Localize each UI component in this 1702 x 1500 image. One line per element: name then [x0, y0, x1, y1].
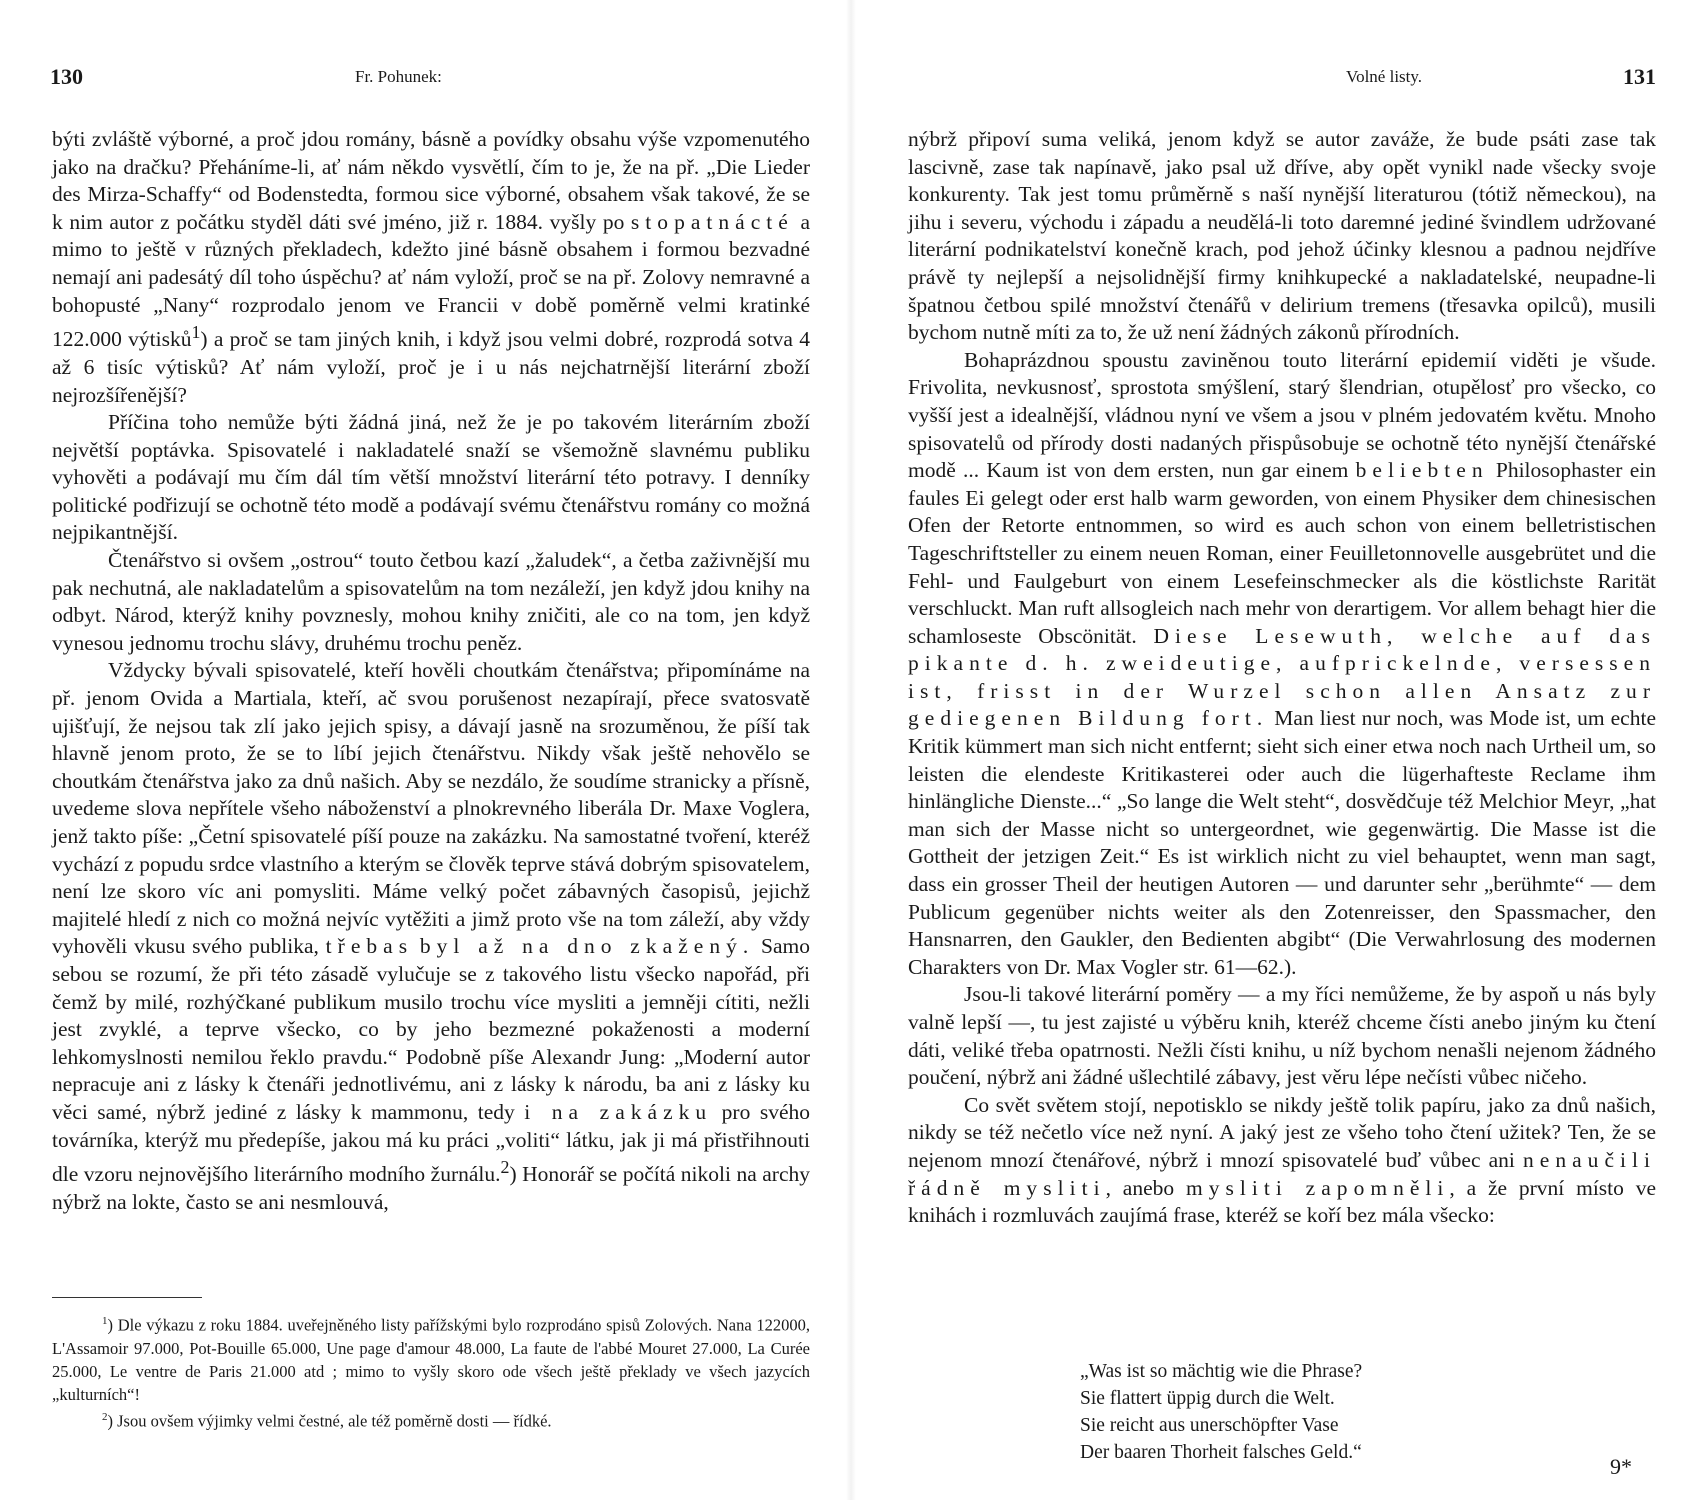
text-run: Man liest nur noch, was Mode ist, um echte Kritik kümmert man sich nicht entfernt; sieht sich einer etwa noch nach Urtheil um, so leisten die elendeste Kritikasterei oder auch die lügerhafteste Reclame ihm hinlängliche Dienste...“ „So lange die Welt steht“, dosvědčuje též Melchior Meyr, „hat man sich der Masse nicht so untergeordnet, wie gegenwärtig. Die Masse ist die Gottheit der jetzigen Zeit.“ Es ist wirklich nicht zu viel behauptet, wenn man sagt, dass ein grosser Theil der heutigen Autoren — und darunter sehr „berühmte“ — dem Publicum gegenüber nichts weiter als den Zotenreisser, den Spassmacher, den Hansnarren, den Gaukler, den Bedienten abgibt“ (Die Verwahrlosung des modernen Charakters von Dr. Max Vogler str. 61—62.).: [908, 706, 1656, 979]
paragraph: nýbrž připoví suma veliká, jenom když se autor zaváže, že bude psáti zase tak lascivně, zase tak napínavě, jako psal už dříve, aby opět vynikl nade všecky svoje konkurenty. Tak jest tomu průměrně s naší nynější literaturou (tótiž německou), na jihu i severu, východu i západu a neudělá-li toto daremné jediné švindlem udržované literární podnikatelství konečně krach, pod jehož účinky klesnou a padnou nejdříve právě ty nejlepší a nejsolidnější firmy knihkupecké a nakladatelské, neupadne-li špatnou četbou spilé množství čtenářů v delirium tremens (třesavka opilců), musili bychom nutně míti za to, že už není žádných zákonů přírodních.: [908, 127, 1656, 345]
left-body-text: [52, 126, 810, 1216]
right-page: [851, 0, 1702, 1500]
text-run: pro svého továrníka, kterýž mu předepíše, jakou má ku práci „voliti“ látku, jak ji má přistřihnouti dle vzoru nejnovějšího literárního modního žurnálu.: [52, 1099, 810, 1187]
footnote-text: ) Dle výkazu z roku 1884. uveřejněného listy pařížskými bylo rozprodáno spisů Zolových. Nana 122000, L'Assamoir 97.000, Pot-Bouille 65.000, Une page d'amour 48.000, La faute de l'abbé Mouret 27.000, La Curée 25.000, Le ventre de Paris 21.000 atd ; mimo to vyšly skoro ode všech ještě překlady ve všech jazycích „kulturních“!: [52, 1315, 810, 1404]
text-run: Vždycky bývali spisovatelé, kteří hověli choutkám čtenářstva; připomínáme na př. jenom Ovida a Martiala, kteří, ač svou porušenost nezapírají, přece svatosvatě ujišťují, že nejsou tak zlí jako jejich spisy, a dávají jasně na srozuměnou, že píší tak hlavně jenom proto, že se to líbí jejich čtenářstvu. Nikdy však ještě nehovělo se choutkám čtenářstva jako za dnů našich. Aby se nezdálo, že soudíme stranicky a přísně, uvedeme slova nepřítele všeho náboženství a plnokrevného liberála Dr. Maxe Voglera, jenž takto píše: „Četní spisovatelé píší pouze na zakázku. Na samostatné tvoření, kteréž vychází z popudu srdce vlastního a kterým se člověk teprve stává dobrým spisovatelem, není lze skoro víc ani pomysliti. Máme velký počet zábavných časopisů, jejichž majitelé hledí z nich co možná nejvíc vytěžiti a jimž proto vše na tom záleží, aby vždy vyhověli vkusu svého publika,: [52, 658, 810, 959]
spaced-emphasis: mysliti zapomněli: [1185, 1175, 1450, 1200]
right-page-number: 131: [1623, 64, 1656, 89]
text-run: býti zvláště výborné, a proč jdou romány, básně a povídky obsahu výše vzpomenutého jako na dračku? Přeháníme-li, ať nám někdo vysvětlí, čím to je, že na př. „Die Lieder des Mirza-Schaffy“ od Bodenstedta, formou sice výborné, obsahem však takové, že se k nim autor z počátku styděl dáti své jméno, již r. 1884. vyšly po: [52, 127, 810, 234]
spaced-emphasis: byl až na dno zkažený.: [419, 934, 755, 959]
text-run: Co svět světem stojí, nepotisklo se nikdy ještě tolik papíru, jako za dnů našich, nikdy se též nečetlo více než nyní. A jaký jest ze všeho toho čtení užitek? Ten, že se nejenom mnozí čtenářové, nýbrž i mnozí spisovatelé buď vůbec ani: [908, 1092, 1656, 1172]
signature-mark: 9*: [1610, 1454, 1632, 1479]
footnote-ref[interactable]: 2: [500, 1157, 510, 1178]
spaced-emphasis: Diese Lesewuth, welche auf das pikante d. h. zweideutige, aufprickelnde, versessen ist, frisst in der Wurzel schon allen Ansatz zur gediegenen Bildung fort.: [908, 623, 1656, 731]
poem-quote: [1080, 1358, 1362, 1466]
footnotes: [52, 1310, 810, 1432]
footnote-mark: 1: [102, 1315, 108, 1327]
text-run: , anebo: [1105, 1175, 1186, 1200]
footnote-text: ) Jsou ovšem výjimky velmi čestné, ale též poměrně dosti — řídké.: [107, 1411, 552, 1430]
paragraph: Čtenářstvo si ovšem „ostrou“ touto četbou kazí „žaludek“, a četba zaživnější mu pak nechutná, ale nakladatelům a spisovatelům na tom nezáleží, jen když jdou knihy na odbyt. Národ, kterýž knihy povznesly, mohou knihy zničiti, ale co na tom, jen když vynesou jednomu trochu slávy, druhému trochu peněz.: [52, 548, 810, 655]
poem-line: Der baaren Thorheit falsches Geld.“: [1080, 1442, 1362, 1463]
footnote-rule: [52, 1297, 202, 1298]
left-page-number: 130: [50, 64, 83, 89]
spaced-emphasis: třebas: [325, 934, 414, 959]
text-run: ) a proč se tam jiných knih, i když jsou velmi dobré, rozprodá sotva 4 až 6 tisíc výtisků? Ať nám vyloží, proč je i u nás nejchatrnější literární zboží nejrozšířenější?: [52, 327, 810, 407]
poem-line: Sie reicht aus unerschöpfter Vase: [1080, 1415, 1339, 1436]
paragraph: Příčina toho nemůže býti žádná jiná, než že je po takovém literárním zboží největší poptávka. Spisovatelé i nakladatelé snaží se všemožně slavnému publiku vyhověti a podávají mu čím dál tím větší množství literární této potravy. I denníky politické podřizují se ochotně této modě a podávají svému čtenářstvu romány co možná nejpikantnější.: [52, 410, 810, 545]
text-run: Samo sebou se rozumí, že při této zásadě vylučuje se z takového listu všecko napořád, při čemž by milé, rozhýčkané publikum musilo trochu více mysliti a jemněji cítiti, nežli jest zvyklé, a teprve všecko, co by jeho bezmezné pokaženosti a moderní lehkomyslnosti nemilou řeklo pravdu.“ Podobně píše Alexandr Jung: „Moderní autor nepracuje ani z lásky k čtenáři jednotlivému, ani z lásky k národu, ba ani z lásky ku věci samé, nýbrž jediné z lásky k mammonu, tedy: [52, 934, 811, 1124]
text-run: Bohaprázdnou spoustu zaviněnou touto literární epidemií viděti je všude. Frivolita, nevkusnosť, sprostota smýšlení, starý šlendrian, otupělosť pro všecko, co vyšší jest a idealnější, vládnou nyní ve všem a jsou v plném jedovatém květu. Mnoho spisovatelů od přírody dosti nadaných přispůsobuje se ochotně této nynější čtenářské modě ... Kaum ist von dem ersten, nun gar einem: [908, 347, 1656, 483]
paragraph: [52, 126, 810, 409]
footnote: [52, 1406, 810, 1433]
spaced-emphasis: i na zakázku: [524, 1099, 713, 1124]
text-run: Philosophaster ein faules Ei gelegt oder erst halb warm geworden, von einem Physiker dem chinesischen Ofen der Retorte entnommen, so wird es auch schon von einem belletristischen Tageschriftsteller zu einem neuen Roman, einer Feuilletonnovelle ausgebrütet und die Fehl- und Faulgeburt von einem Lesefeinschmecker als die köstlichste Rarität verschluckt. Man ruft allsogleich nach mehr von derartigem. Vor allem behagt hier die schamloseste Obscönität.: [908, 458, 1656, 648]
footnote: [52, 1310, 810, 1406]
text-run: ) Honorář se počítá nikoli na archy nýbrž na lokte, často se ani nesmlouvá,: [52, 1162, 811, 1214]
poem-line: Sie flattert üppig durch die Welt.: [1080, 1388, 1335, 1409]
left-running-head: [50, 62, 810, 92]
right-running-head: [906, 62, 1656, 92]
paragraph: [908, 347, 1656, 982]
left-running-title: Fr. Pohunek:: [355, 67, 442, 86]
paragraph: [52, 657, 810, 1216]
poem-line: „Was ist so mächtig wie die Phrase?: [1080, 1361, 1363, 1382]
paragraph: Jsou-li takové literární poměry — a my říci nemůžeme, že by aspoň u nás byly valně lepší —, tu jest zajisté u výběru knih, kteréž chceme čísti anebo jiným ku čtení dáti, veliké třeba opatrnosti. Nežli čísti knihu, u níž bychom nenašli nejenom žádného poučení, nýbrž ani žádné ušlechtilé zábavy, jest věru lépe nečísti vůbec ničeho.: [908, 982, 1656, 1090]
footnote-ref[interactable]: 1: [191, 322, 201, 343]
right-running-title: Volné listy.: [1346, 67, 1423, 86]
spaced-emphasis: nenaučili řádně mysliti: [908, 1147, 1656, 1200]
paragraph: [908, 1092, 1656, 1230]
spaced-emphasis: beliebten: [1355, 458, 1489, 483]
text-run: a mimo to ještě v různých překladech, kdežto jiné básně obsahem i formou bezvadné nemají ani padesátý díl toho úspěchu? ať nám vyloží, proč se na př. Zolovy nemravné a bohopusté „Nany“ rozprodalo jenom ve Francii v době poměrně velmi kratinké 122.000 výtisků: [52, 209, 810, 352]
footnote-mark: 2: [102, 1410, 108, 1423]
spaced-emphasis: stopatnácté: [630, 209, 794, 234]
text-run: , a že první místo ve knihách i rozmluvách zaujímá frase, kteréž se koří bez mála všecko:: [908, 1175, 1657, 1228]
right-body-text: [908, 126, 1656, 1230]
